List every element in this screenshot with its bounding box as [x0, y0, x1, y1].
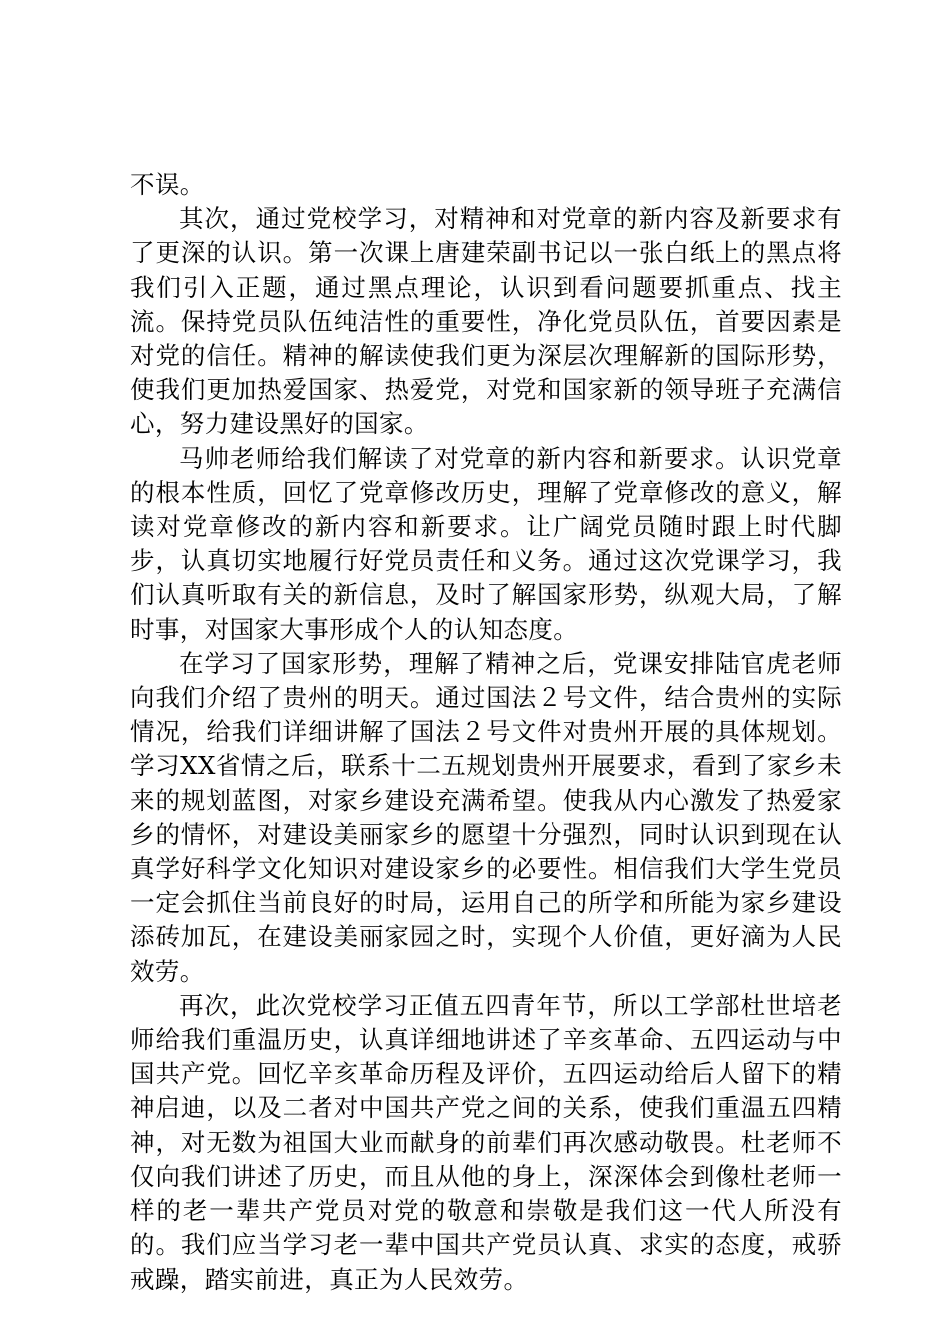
- paragraph-party-constitution: 马帅老师给我们解读了对党章的新内容和新要求。认识党章的根本性质，回忆了党章修改历史，理解了党章修改的意义，解读对党章修改的新内容和新要求。让广阔党员随时跟上时代脚步，认真切实地履行好党员责任和义务。通过这次党课学习，我们认真听取有关的新信息，及时了解国家形势，纵观大局，了解时事，对国家大事形成个人的认知态度。: [130, 443, 842, 644]
- paragraph-party-school-study: 其次，通过党校学习，对精神和对党章的新内容及新要求有了更深的认识。第一次课上唐建荣副书记以一张白纸上的黑点将我们引入正题，通过黑点理论，认识到看问题要抓重点、找主流。保持党员队伍纯洁性的重要性，净化党员队伍，首要因素是对党的信任。精神的解读使我们更为深层次理解新的国际形势，使我们更加热爱国家、热爱党，对党和国家新的领导班子充满信心，努力建设黑好的国家。: [130, 204, 842, 439]
- paragraph-guizhou-future: 在学习了国家形势，理解了精神之后，党课安排陆官虎老师向我们介绍了贵州的明天。通过国法２号文件，结合贵州的实际情况，给我们详细讲解了国法２号文件对贵州开展的具体规划。学习XX省情之后，联系十二五规划贵州开展要求，看到了家乡未来的规划蓝图，对家乡建设充满希望。使我从内心激发了热爱家乡的情怀，对建设美丽家乡的愿望十分强烈，同时认识到现在认真学好科学文化知识对建设家乡的必要性。相信我们大学生党员一定会抓住当前良好的时局，运用自己的所学和所能为家乡建设添砖加瓦，在建设美丽家园之时，实现个人价值，更好滴为人民效劳。: [130, 648, 842, 986]
- document-body: [130, 168, 842, 1297]
- paragraph-continuation: 不误。: [130, 170, 205, 199]
- paragraph-may-fourth: 再次，此次党校学习正值五四青年节，所以工学部杜世培老师给我们重温历史，认真详细地讲述了辛亥革命、五四运动与中国共产党。回忆辛亥革命历程及评价，五四运动给后人留下的精神启迪，以及二者对中国共产党之间的关系，使我们重温五四精神，对无数为祖国大业而献身的前辈们再次感动敬畏。杜老师不仅向我们讲述了历史，而且从他的身上，深深体会到像杜老师一样的老一辈共产党员对党的敬意和崇敬是我们这一代人所没有的。我们应当学习老一辈中国共产党员认真、求实的态度，戒骄戒躁，踏实前进，真正为人民效劳。: [130, 990, 842, 1294]
